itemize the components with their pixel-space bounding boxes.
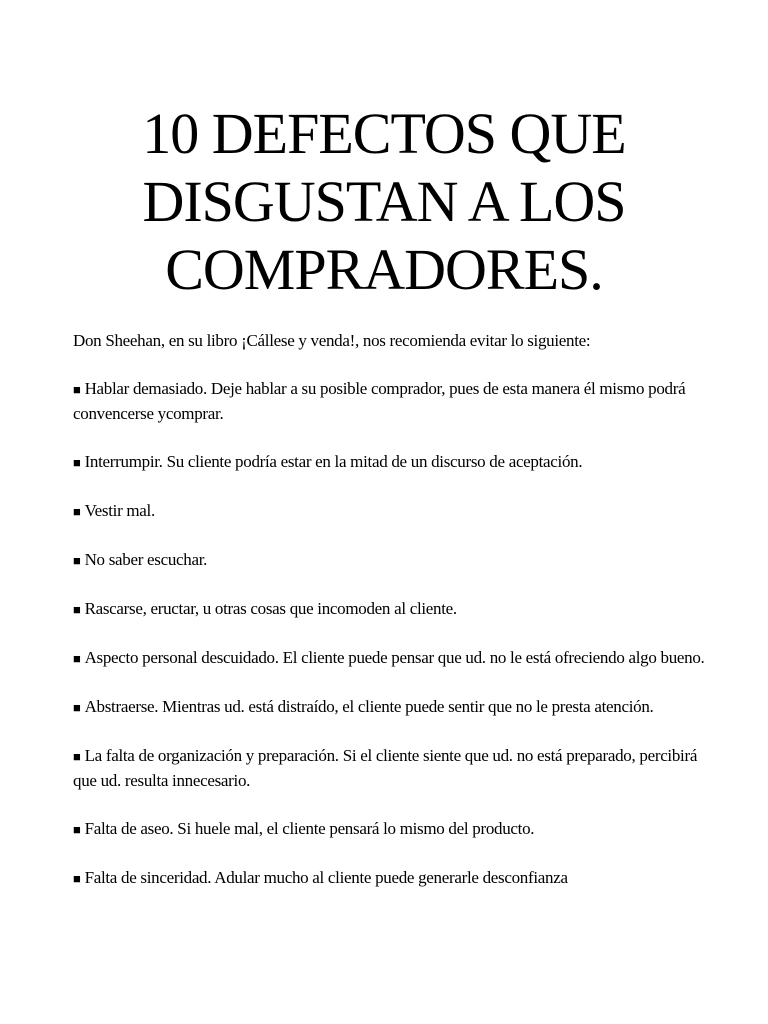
title-line: COMPRADORES. — [165, 237, 603, 302]
list-item — [73, 377, 713, 426]
list-item — [73, 817, 713, 842]
page-title — [0, 100, 768, 304]
list-item — [73, 866, 713, 891]
list-item-text: Aspecto personal descuidado. El cliente puede pensar que ud. no le está ofreciendo algo bueno. — [84, 648, 705, 667]
list-item-text: Abstraerse. Mientras ud. está distraído, el cliente puede sentir que no le presta atención. — [84, 697, 654, 716]
list-item-text: La falta de organización y preparación. Si el cliente siente que ud. no está preparado, percibirá que ud. resulta innecesario. — [73, 746, 698, 790]
bullet-icon: ■ — [73, 651, 81, 666]
list-item — [73, 597, 713, 622]
bullet-icon: ■ — [73, 382, 81, 397]
document-body — [73, 329, 713, 915]
bullet-icon: ■ — [73, 749, 81, 764]
bullet-icon: ■ — [73, 455, 81, 470]
intro-paragraph: Don Sheehan, en su libro ¡Cállese y venda!, nos recomienda evitar lo siguiente: — [73, 331, 591, 350]
bullet-icon: ■ — [73, 871, 81, 886]
bullet-icon: ■ — [73, 822, 81, 837]
list-item — [73, 499, 713, 524]
list-item — [73, 450, 713, 475]
bullet-icon: ■ — [73, 504, 81, 519]
list-item-text: No saber escuchar. — [84, 550, 208, 569]
list-item-text: Hablar demasiado. Deje hablar a su posible comprador, pues de esta manera él mismo podrá convencerse ycomprar. — [73, 379, 686, 423]
list-item — [73, 548, 713, 573]
list-item — [73, 646, 713, 671]
list-item — [73, 695, 713, 720]
list-item-text: Falta de aseo. Si huele mal, el cliente pensará lo mismo del producto. — [84, 819, 535, 838]
title-line: DISGUSTAN A LOS — [142, 169, 626, 234]
bullet-icon: ■ — [73, 553, 81, 568]
bullet-icon: ■ — [73, 602, 81, 617]
list-item-text: Falta de sinceridad. Adular mucho al cliente puede generarle desconfianza — [84, 868, 568, 887]
bullet-icon: ■ — [73, 700, 81, 715]
list-item-text: Rascarse, eructar, u otras cosas que incomoden al cliente. — [84, 599, 457, 618]
list-item-text: Vestir mal. — [84, 501, 155, 520]
list-item — [73, 744, 713, 793]
list-item-text: Interrumpir. Su cliente podría estar en la mitad de un discurso de aceptación. — [84, 452, 583, 471]
title-line: 10 DEFECTOS QUE — [142, 101, 626, 166]
